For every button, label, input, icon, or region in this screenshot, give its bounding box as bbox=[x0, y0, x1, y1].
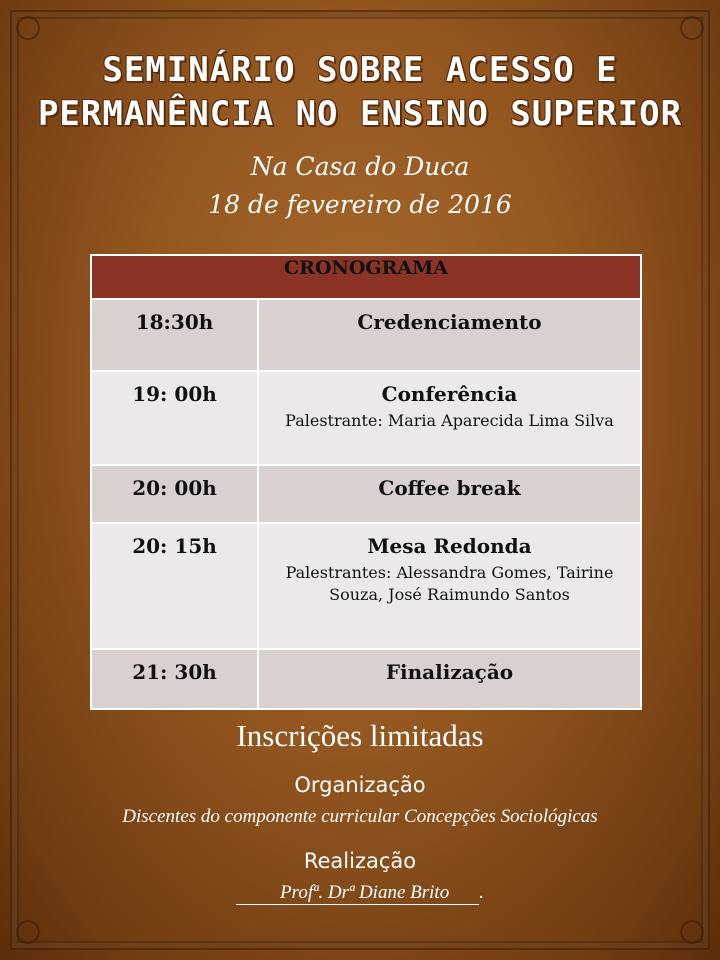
row-time: 20: 00h bbox=[91, 465, 258, 523]
schedule-header-row bbox=[91, 255, 641, 299]
event-location: Na Casa do Duca bbox=[250, 152, 470, 181]
event-date: 18 de fevereiro de 2016 bbox=[208, 190, 512, 219]
organization-text: Discentes do componente curricular Concepções Sociológicas bbox=[122, 806, 598, 827]
organization-label: Organização bbox=[294, 773, 426, 797]
table-row bbox=[91, 371, 641, 465]
table-row bbox=[91, 523, 641, 649]
table-row bbox=[91, 465, 641, 523]
row-activity: Credenciamento bbox=[357, 310, 542, 334]
row-speakers: Palestrantes: Alessandra Gomes, Tairine Souza, José Raimundo Santos bbox=[285, 563, 614, 604]
page-title bbox=[0, 48, 720, 136]
row-activity-cell bbox=[258, 523, 641, 649]
row-activity-cell bbox=[258, 649, 641, 709]
corner-ornament bbox=[680, 16, 704, 40]
row-time: 21: 30h bbox=[91, 649, 258, 709]
row-activity: Finalização bbox=[385, 660, 514, 684]
corner-ornament bbox=[680, 920, 704, 944]
row-speakers: Palestrante: Maria Aparecida Lima Silva bbox=[285, 411, 614, 430]
row-activity-cell bbox=[258, 371, 641, 465]
schedule-heading: CRONOGRAMA bbox=[91, 255, 641, 299]
row-activity-cell bbox=[258, 465, 641, 523]
corner-ornament bbox=[16, 920, 40, 944]
corner-ornament bbox=[16, 16, 40, 40]
schedule-table bbox=[90, 254, 642, 710]
realization-name: Profª. Drª Diane Brito bbox=[236, 882, 479, 905]
row-time: 20: 15h bbox=[91, 523, 258, 649]
realization-period: . bbox=[479, 882, 484, 903]
registration-notice: Inscrições limitadas bbox=[236, 718, 484, 753]
table-row bbox=[91, 649, 641, 709]
realization-label: Realização bbox=[303, 849, 417, 873]
title-line-1: SEMINÁRIO SOBRE ACESSO E bbox=[102, 50, 618, 90]
title-line-2: PERMANÊNCIA NO ENSINO SUPERIOR bbox=[37, 94, 683, 134]
row-activity: Mesa Redonda bbox=[367, 534, 532, 558]
row-time: 18:30h bbox=[91, 299, 258, 371]
row-activity-cell bbox=[258, 299, 641, 371]
row-activity: Conferência bbox=[381, 382, 518, 406]
realization-block bbox=[0, 882, 720, 905]
row-activity: Coffee break bbox=[378, 476, 521, 500]
row-time: 19: 00h bbox=[91, 371, 258, 465]
table-row bbox=[91, 299, 641, 371]
